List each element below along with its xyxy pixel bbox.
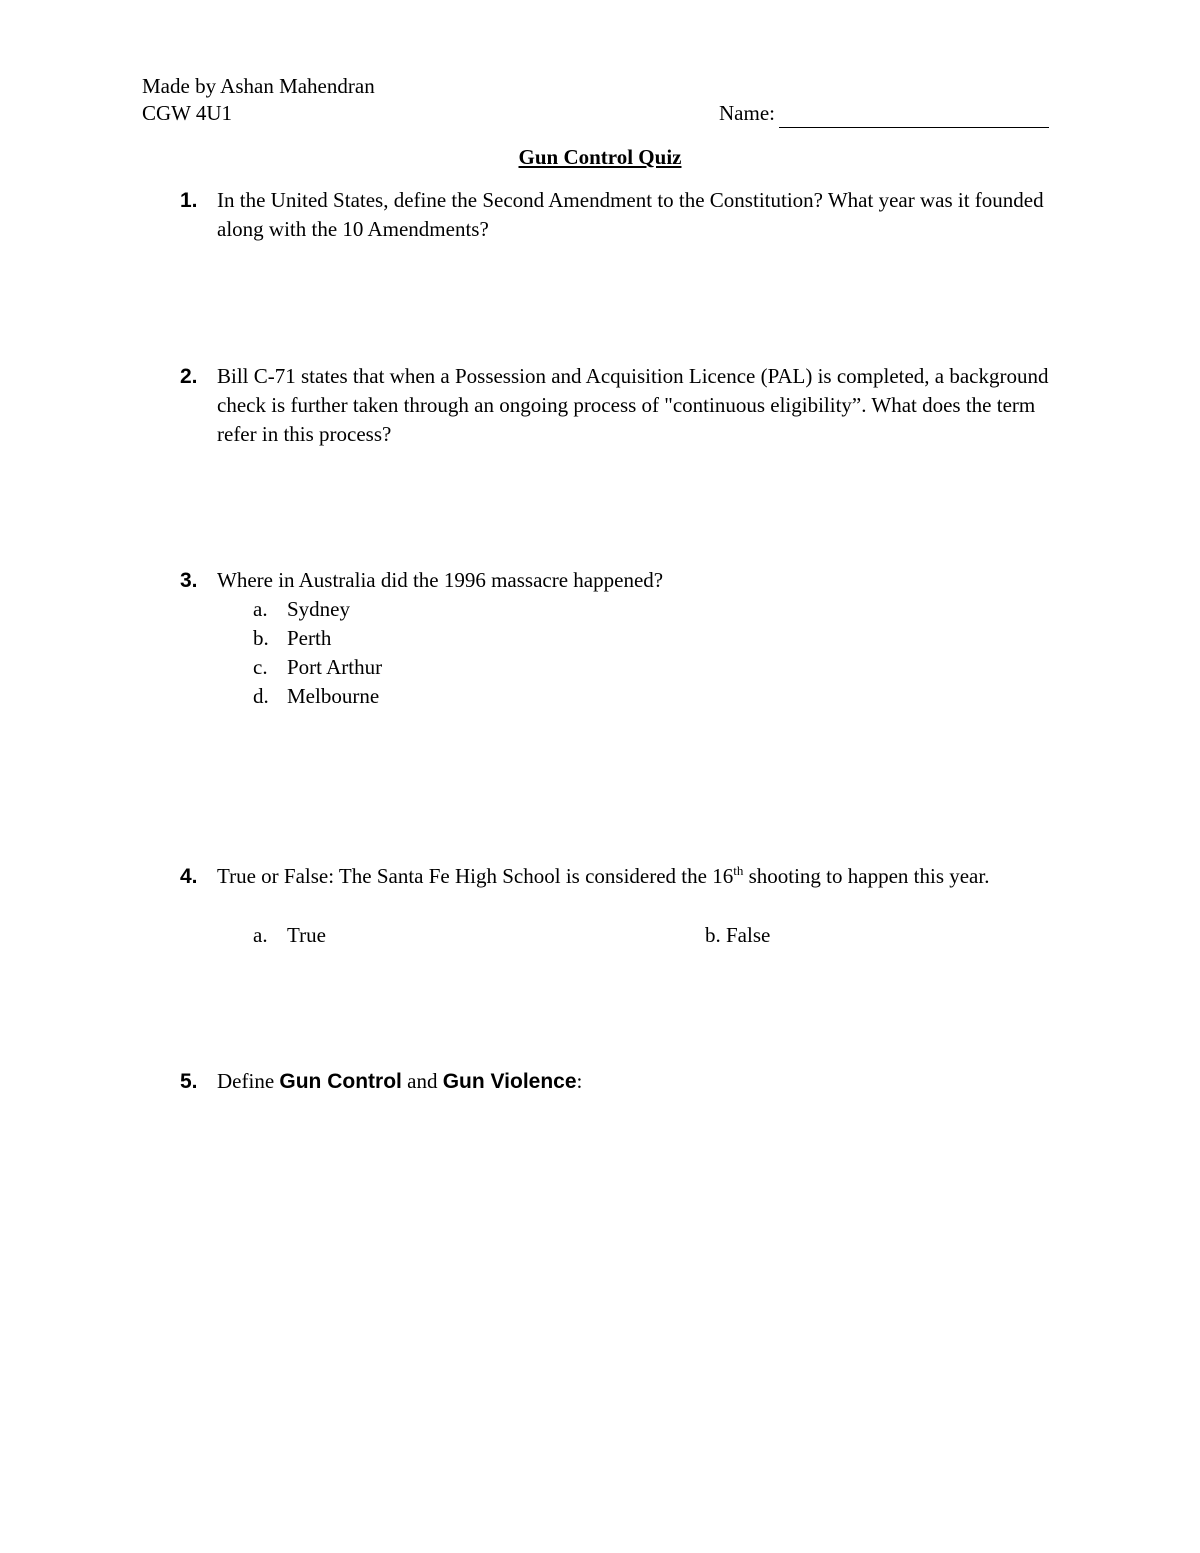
question-text: Bill C-71 states that when a Possession and Acquisition Licence (PAL) is completed, a background check is further taken through an ongoing process of "continuous eligibility”. What does the term refer in this process? [217,364,1049,446]
author-line: Made by Ashan Mahendran [142,74,375,98]
option-letter: a. [253,597,268,621]
option-false[interactable] [705,921,770,950]
option-letter: d. [253,684,269,708]
question-number: 4. [180,865,198,888]
option-text: Melbourne [287,684,380,708]
question-text-start: True or False: The Santa Fe High School is considered the 16 [217,864,734,888]
option-text: Sydney [287,597,350,621]
name-field [719,99,1049,128]
option-d[interactable] [253,682,379,711]
name-label: Name: [719,101,775,125]
option-text: False [726,923,771,947]
option-c[interactable] [253,653,382,682]
term-gun-violence: Gun Violence [442,1070,577,1093]
question-text-part: Define [217,1069,280,1093]
question-number: 1. [180,189,198,212]
question-text [217,1067,1057,1096]
term-gun-control: Gun Control [279,1070,402,1093]
question-text [217,862,1057,891]
option-letter: b. [705,923,721,947]
question-text-part: and [401,1069,443,1093]
option-b[interactable] [253,624,331,653]
question-text-end: shooting to happen this year. [743,864,990,888]
option-letter: a. [253,923,268,947]
question-text: Where in Australia did the 1996 massacre happened? [217,568,664,592]
question-number: 2. [180,365,198,388]
question-text: In the United States, define the Second Amendment to the Constitution? What year was it founded along with the 10 Amendments? [217,188,1044,241]
option-text: Perth [287,626,332,650]
question-number: 3. [180,569,198,592]
question-text-part: : [576,1069,583,1093]
option-text: True [287,923,326,947]
option-text: Port Arthur [287,655,383,679]
page-title: Gun Control Quiz [518,145,682,169]
course-code: CGW 4U1 [142,101,233,125]
name-blank-line[interactable] [779,103,1049,128]
ordinal-suffix: th [733,863,744,878]
option-true[interactable] [253,921,326,950]
option-letter: c. [253,655,268,679]
option-a[interactable] [253,595,350,624]
option-letter: b. [253,626,269,650]
question-number: 5. [180,1070,198,1093]
